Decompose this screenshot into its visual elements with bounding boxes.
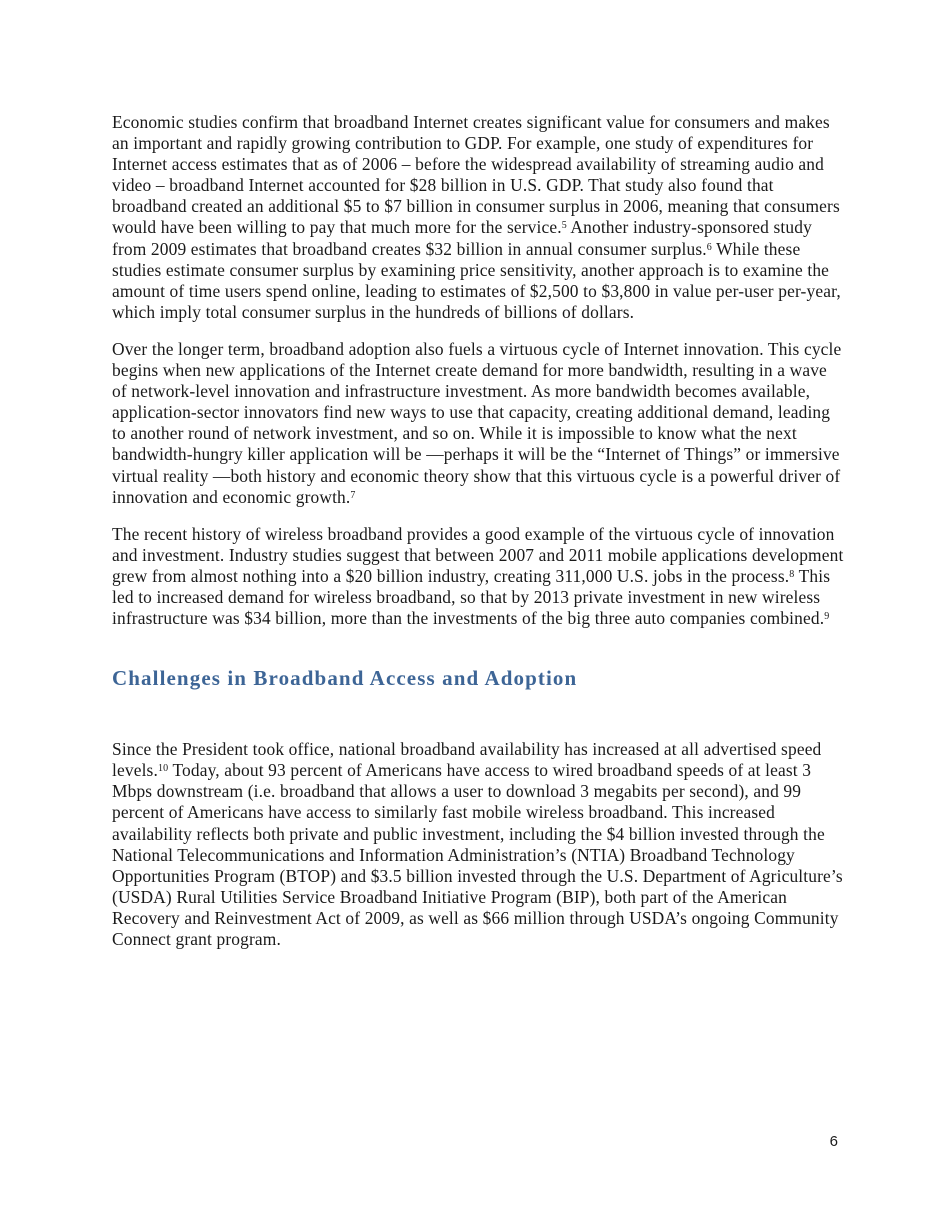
paragraph-text: This led to increased demand for wireless broadband, so that by 2013 private investment in new wireless infrastructure was $34 billion, more than the investments of the big three auto companies combined. — [112, 565, 831, 629]
section-heading: Challenges in Broadband Access and Adoption — [112, 666, 578, 691]
paragraph-text: While these studies estimate consumer surplus by examining price sensitivity, another approach is to examine the amount of time users spend online, leading to estimates of $2,500 to $3,800 in value per-user per-year, which imply total consumer surplus in the hundreds of billions of dollars. — [112, 238, 841, 322]
footnote-ref[interactable]: 7 — [350, 489, 356, 501]
page-number: 6 — [829, 1133, 838, 1150]
paragraph-availability — [112, 739, 846, 950]
footnote-ref[interactable]: 5 — [561, 220, 567, 232]
paragraph-wireless-history — [112, 524, 846, 629]
footnote-ref[interactable]: 10 — [157, 763, 169, 775]
footnote-ref[interactable]: 8 — [789, 568, 795, 580]
paragraph-text: Economic studies confirm that broadband Internet creates significant value for consumers and makes an important and rapidly growing contribution to GDP. For example, one study of expenditures for Internet access estimates that as of 2006 – before the widespread availability of streaming audio and video – broadband Internet accounted for $28 billion in U.S. GDP. That study also found that broadband created an additional $5 to $7 billion in consumer surplus in 2006, meaning that consumers would have been willing to pay that much more for the service. — [112, 112, 840, 238]
paragraph-virtuous-cycle — [112, 339, 846, 508]
footnote-ref[interactable]: 6 — [706, 241, 712, 253]
page-body — [112, 112, 846, 966]
paragraph-text: The recent history of wireless broadband provides a good example of the virtuous cycle of innovation and investment. Industry studies suggest that between 2007 and 2011 mobile applications development grew from almost nothing into a $20 billion industry, creating 311,000 U.S. jobs in the process. — [112, 523, 844, 586]
paragraph-text: Another industry-sponsored study from 2009 estimates that broadband creates $32 billion in annual consumer surplus. — [112, 217, 812, 259]
paragraph-text: Over the longer term, broadband adoption also fuels a virtuous cycle of Internet innovation. This cycle begins when new applications of the Internet create demand for more bandwidth, resulting in a wave of network-level innovation and infrastructure investment. As more bandwidth becomes available, application-sector innovators find new ways to use that capacity, creating additional demand, leading to another round of network investment, and so on. While it is impossible to know what the next bandwidth-hungry killer application will be —perhaps it will be the “Internet of Things” or immersive virtual reality —both history and economic theory show that this virtuous cycle is a powerful driver of innovation and economic growth. — [112, 338, 842, 507]
footnote-ref[interactable]: 9 — [824, 611, 830, 623]
paragraph-text: Since the President took office, national broadband availability has increased at all advertised speed levels. — [112, 739, 822, 781]
paragraph-economic-value — [112, 112, 846, 323]
paragraph-text: Today, about 93 percent of Americans have access to wired broadband speeds of at least 3 Mbps downstream (i.e. broadband that allows a user to download 3 megabits per second), and 99 percent of Americans have access to similarly fast mobile wireless broadband. This increased availability reflects both private and public investment, including the $4 billion invested through the National Telecommunications and Information Administration’s (NTIA) Broadband Technology Opportunities Program (BTOP) and $3.5 billion invested through the U.S. Department of Agriculture’s (USDA) Rural Utilities Service Broadband Initiative Program (BIP), both part of the American Recovery and Reinvestment Act of 2009, as well as $66 million through USDA’s ongoing Community Connect grant program. — [112, 760, 843, 949]
